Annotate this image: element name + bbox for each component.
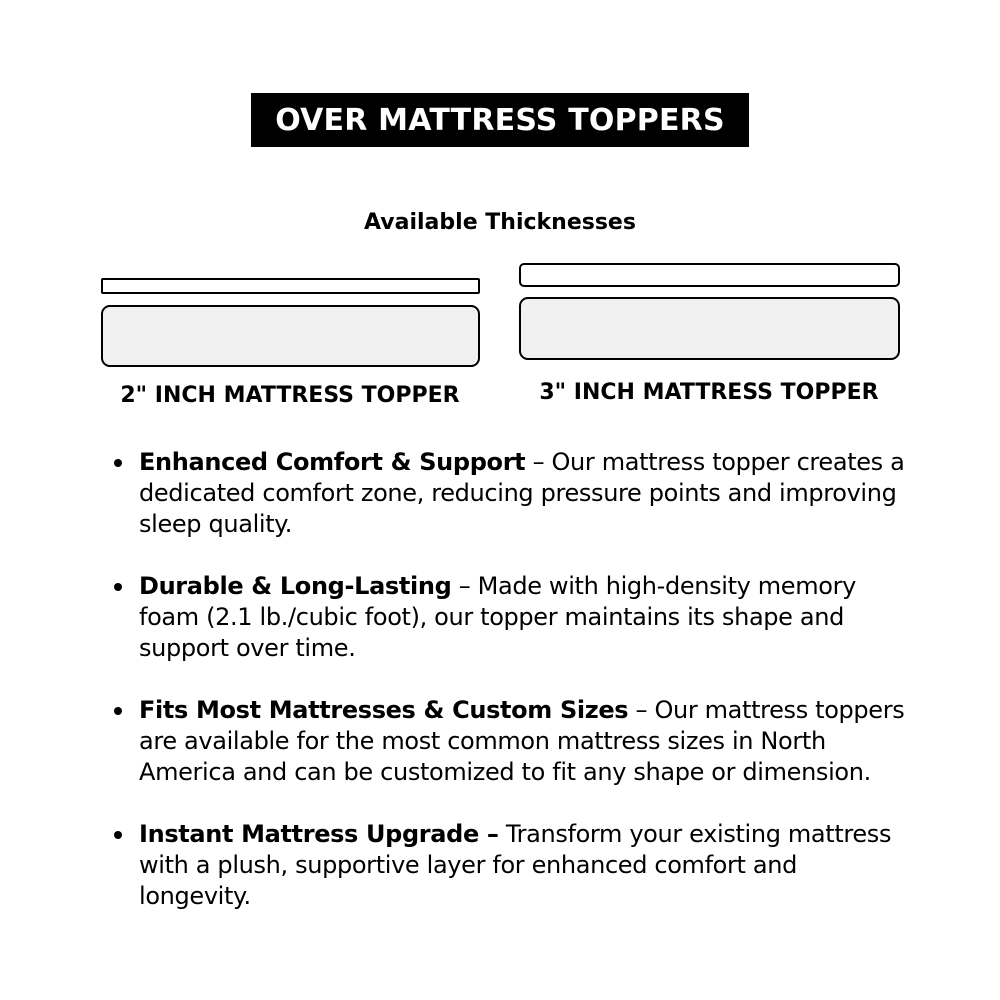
feature-text: – Made with high-density memory foam (2.1 lb./cubic foot), our topper maintains its shape and support over time. [139,572,856,662]
topper-2in-label: 2" INCH MATTRESS TOPPER [120,383,460,408]
topper-3in-mattress-layer [519,297,900,360]
feature-title: Enhanced Comfort & Support [139,448,526,476]
feature-item [112,695,912,788]
topper-3in-label: 3" INCH MATTRESS TOPPER [539,380,879,405]
thickness-subtitle: Available Thicknesses [364,210,636,235]
feature-text: – Our mattress topper creates a dedicated comfort zone, reducing pressure points and improving sleep quality. [139,448,905,538]
topper-2in-top-layer [101,278,480,294]
bullet-icon [114,831,122,839]
feature-item [112,819,912,912]
bullet-icon [114,459,122,467]
feature-title: Fits Most Mattresses & Custom Sizes [139,696,629,724]
feature-item [112,571,912,664]
feature-title: Instant Mattress Upgrade – [139,820,499,848]
bullet-icon [114,583,122,591]
feature-list [112,447,912,943]
feature-text: Transform your existing mattress with a plush, supportive layer for enhanced comfort and longevity. [139,820,892,910]
feature-title: Durable & Long-Lasting [139,572,452,600]
topper-3in-top-layer [519,263,900,287]
feature-item [112,447,912,540]
topper-2in-mattress-layer [101,305,480,367]
bullet-icon [114,707,122,715]
feature-text: – Our mattress toppers are available for the most common mattress sizes in North America and can be customized to fit any shape or dimension. [139,696,905,786]
page-title: OVER MATTRESS TOPPERS [251,93,749,147]
